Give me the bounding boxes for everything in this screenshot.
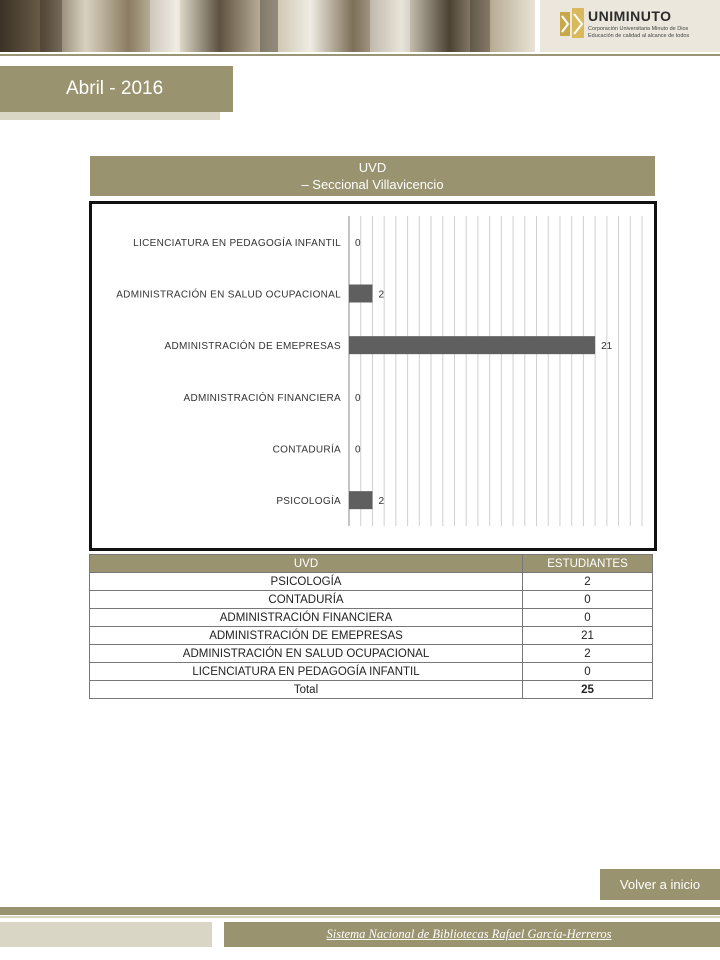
chart-value-label: 0 [355, 237, 361, 249]
library-system-link[interactable]: Sistema Nacional de Bibliotecas Rafael García-Herreros [326, 927, 612, 941]
table-cell-program: CONTADURÍA [90, 591, 523, 609]
uniminuto-logo [540, 0, 720, 52]
table-cell-program: ADMINISTRACIÓN FINANCIERA [90, 609, 523, 627]
table-row [90, 645, 653, 663]
chart-category-label: PSICOLOGÍA [276, 496, 341, 508]
table-cell-program: PSICOLOGÍA [90, 573, 523, 591]
table-total-row [90, 681, 653, 699]
logo-subtitle [588, 26, 716, 40]
chart-category-label: ADMINISTRACIÓN EN SALUD OCUPACIONAL [116, 289, 341, 301]
chart-category-label: ADMINISTRACIÓN DE EMEPRESAS [164, 341, 341, 353]
chart-value-label: 0 [355, 444, 361, 456]
chart-bar [349, 285, 372, 303]
table-row [90, 591, 653, 609]
header-divider [0, 54, 720, 56]
header-photo-banner [0, 0, 535, 52]
logo-subtitle-line1: Corporación Universitaria Minuto de Dios [588, 26, 689, 32]
chart-value-label: 2 [378, 496, 385, 508]
table-cell-count: 2 [523, 573, 653, 591]
chart-value-label: 21 [601, 341, 613, 353]
back-to-home-button[interactable]: Volver a inicio [600, 869, 720, 900]
data-table [89, 554, 653, 699]
table-cell-count: 0 [523, 591, 653, 609]
table-cell-count: 21 [523, 627, 653, 645]
table-cell-program: ADMINISTRACIÓN DE EMEPRESAS [90, 627, 523, 645]
table-header-estudiantes: ESTUDIANTES [523, 555, 653, 573]
table-header-row [90, 555, 653, 573]
date-label: Abril - 2016 [66, 78, 164, 99]
chart-header [90, 156, 655, 196]
chart-category-label: ADMINISTRACIÓN FINANCIERA [183, 392, 341, 404]
table-row [90, 627, 653, 645]
chart-value-label: 0 [355, 392, 361, 404]
chart-value-label: 2 [378, 289, 385, 301]
table-header-uvd: UVD [90, 555, 523, 573]
table-cell-program: LICENCIATURA EN PEDAGOGÍA INFANTIL [90, 663, 523, 681]
chart-header-line2: – Seccional Villavicencio [301, 177, 444, 192]
chart-header-line1: UVD [358, 160, 387, 175]
table-total-label: Total [90, 681, 523, 699]
chart-bar [349, 336, 595, 354]
footer-divider [0, 907, 720, 915]
bar-chart [92, 204, 654, 548]
table-row [90, 573, 653, 591]
table-row [90, 663, 653, 681]
logo-subtitle-line2: Educación de calidad al alcance de todos [588, 33, 690, 39]
chart-bar [349, 491, 372, 509]
table-row [90, 609, 653, 627]
table-cell-count: 2 [523, 645, 653, 663]
chart-category-label: CONTADURÍA [272, 444, 341, 456]
table-cell-count: 0 [523, 609, 653, 627]
chart-category-label: LICENCIATURA EN PEDAGOGÍA INFANTIL [133, 237, 341, 249]
logo-name: UNIMINUTO [588, 8, 672, 24]
table-cell-count: 0 [523, 663, 653, 681]
uniminuto-logo-icon [558, 6, 586, 42]
table-cell-program: ADMINISTRACIÓN EN SALUD OCUPACIONAL [90, 645, 523, 663]
chart-frame [89, 201, 657, 551]
footer-divider-light [0, 916, 720, 918]
footer-left-block [0, 922, 212, 947]
table-total-value: 25 [523, 681, 653, 699]
